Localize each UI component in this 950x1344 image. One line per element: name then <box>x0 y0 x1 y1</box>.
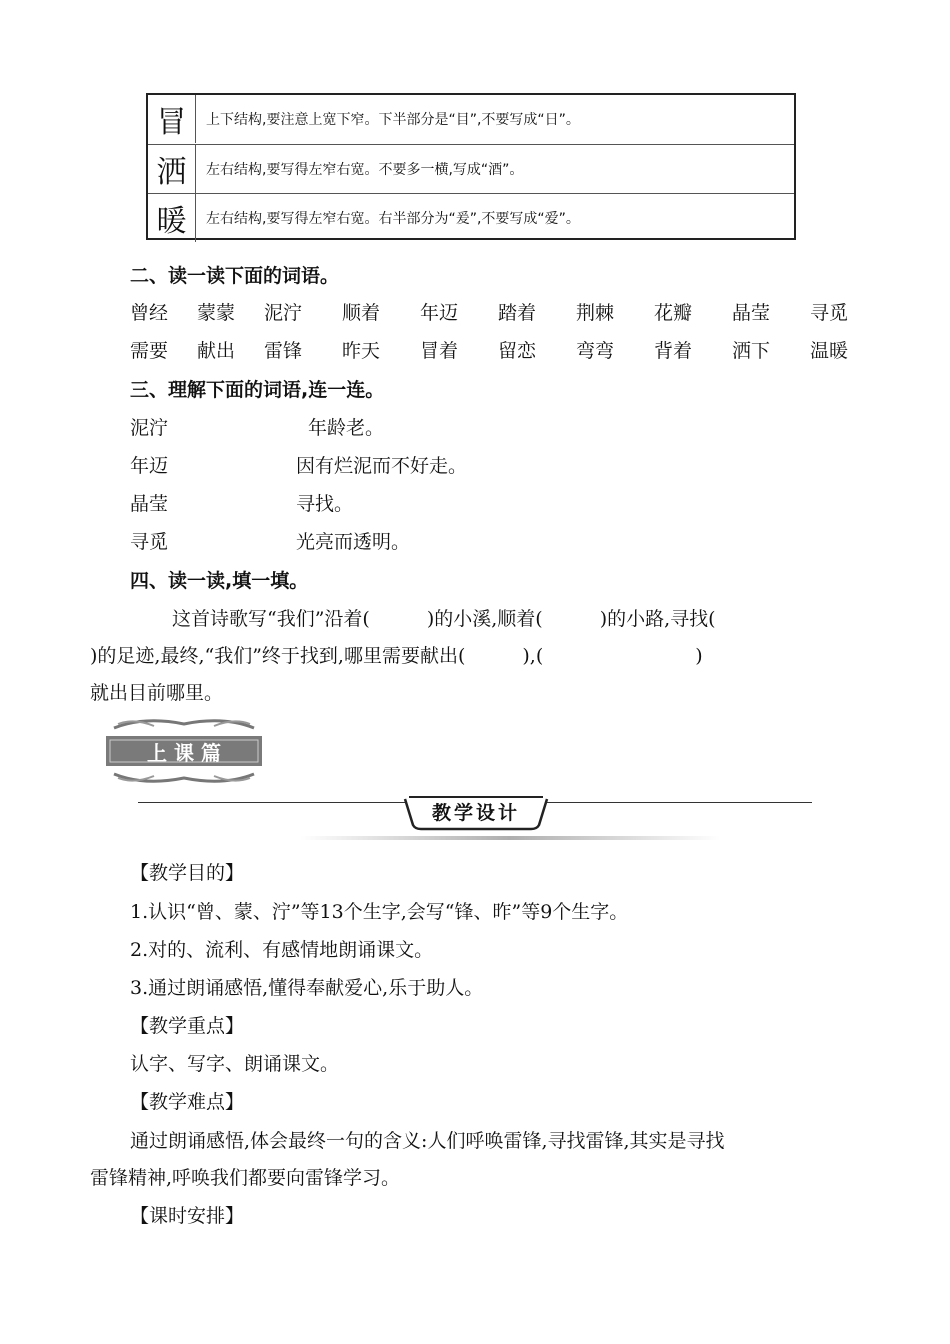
difficulty-text: 通过朗诵感悟,体会最终一句的含义:人们呼唤雷锋,寻找雷锋,其实是寻找 <box>130 1130 725 1152</box>
word: 顺着 <box>342 302 381 324</box>
match-definition: 寻找。 <box>296 493 354 515</box>
char-cell: 洒 <box>148 145 196 193</box>
goal-heading: 【教学目的】 <box>130 862 245 884</box>
match-term: 年迈 <box>130 455 169 477</box>
fill-line-3: 就出目前哪里。 <box>90 682 224 704</box>
key-text: 认字、写字、朗诵课文。 <box>130 1053 340 1075</box>
word: 荆棘 <box>576 302 615 324</box>
fill-line-1: 这首诗歌写“我们”沿着( )的小溪,顺着( )的小路,寻找( <box>172 608 716 630</box>
match-term: 晶莹 <box>130 493 169 515</box>
match-term: 寻觅 <box>130 531 169 553</box>
word: 冒着 <box>420 340 459 362</box>
char-note: 左右结构,要写得左窄右宽。右半部分为“爰”,不要写成“爱”。 <box>206 211 580 227</box>
tab-label: 教学设计 <box>431 801 520 824</box>
difficulty-heading: 【教学难点】 <box>130 1091 245 1113</box>
difficulty-text: 雷锋精神,呼唤我们都要向雷锋学习。 <box>90 1167 401 1189</box>
char-note: 左右结构,要写得左窄右宽。不要多一横,写成“酒”。 <box>206 162 524 178</box>
section4-title: 四、读一读,填一填。 <box>130 570 309 592</box>
fill-line-2: )的足迹,最终,“我们”终于找到,哪里需要献出( ),( ) <box>90 645 703 667</box>
char-row <box>148 193 794 242</box>
word: 寻觅 <box>810 302 849 324</box>
goal-item: 2.对的、流利、有感情地朗诵课文。 <box>130 939 434 961</box>
word: 背着 <box>654 340 693 362</box>
char-row <box>148 144 794 193</box>
section2-title: 二、读一读下面的词语。 <box>130 265 340 287</box>
word: 温暖 <box>810 340 849 362</box>
divider-shadow <box>300 836 720 840</box>
char-cell: 冒 <box>148 95 196 143</box>
char-note: 上下结构,要注意上宽下窄。下半部分是“目”,不要写成“日”。 <box>206 112 580 128</box>
schedule-heading: 【课时安排】 <box>130 1205 245 1227</box>
char-row <box>148 95 794 143</box>
match-definition: 因有烂泥而不好走。 <box>296 455 468 477</box>
match-term: 泥泞 <box>130 417 169 439</box>
word: 雷锋 <box>264 340 303 362</box>
word: 需要 <box>130 340 169 362</box>
match-definition: 年龄老。 <box>308 417 385 439</box>
section-banner <box>104 716 264 786</box>
word: 踏着 <box>498 302 537 324</box>
key-heading: 【教学重点】 <box>130 1015 245 1037</box>
word: 昨天 <box>342 340 381 362</box>
character-writing-table <box>146 93 796 240</box>
section-tab <box>403 795 549 831</box>
word: 蒙蒙 <box>197 302 236 324</box>
word: 年迈 <box>420 302 459 324</box>
match-definition: 光亮而透明。 <box>296 531 411 553</box>
word: 洒下 <box>732 340 771 362</box>
goal-item: 3.通过朗诵感悟,懂得奉献爱心,乐于助人。 <box>130 977 484 999</box>
section3-title: 三、理解下面的词语,连一连。 <box>130 379 385 401</box>
word: 留恋 <box>498 340 537 362</box>
word: 曾经 <box>130 302 169 324</box>
banner-label: 上 课 篇 <box>147 740 221 765</box>
word: 弯弯 <box>576 340 615 362</box>
goal-item: 1.认识“曾、蒙、泞”等13个生字,会写“锋、昨”等9个生字。 <box>130 901 629 923</box>
word: 晶莹 <box>732 302 771 324</box>
word: 花瓣 <box>654 302 693 324</box>
word: 献出 <box>197 340 236 362</box>
char-cell: 暖 <box>148 194 196 242</box>
word: 泥泞 <box>264 302 303 324</box>
